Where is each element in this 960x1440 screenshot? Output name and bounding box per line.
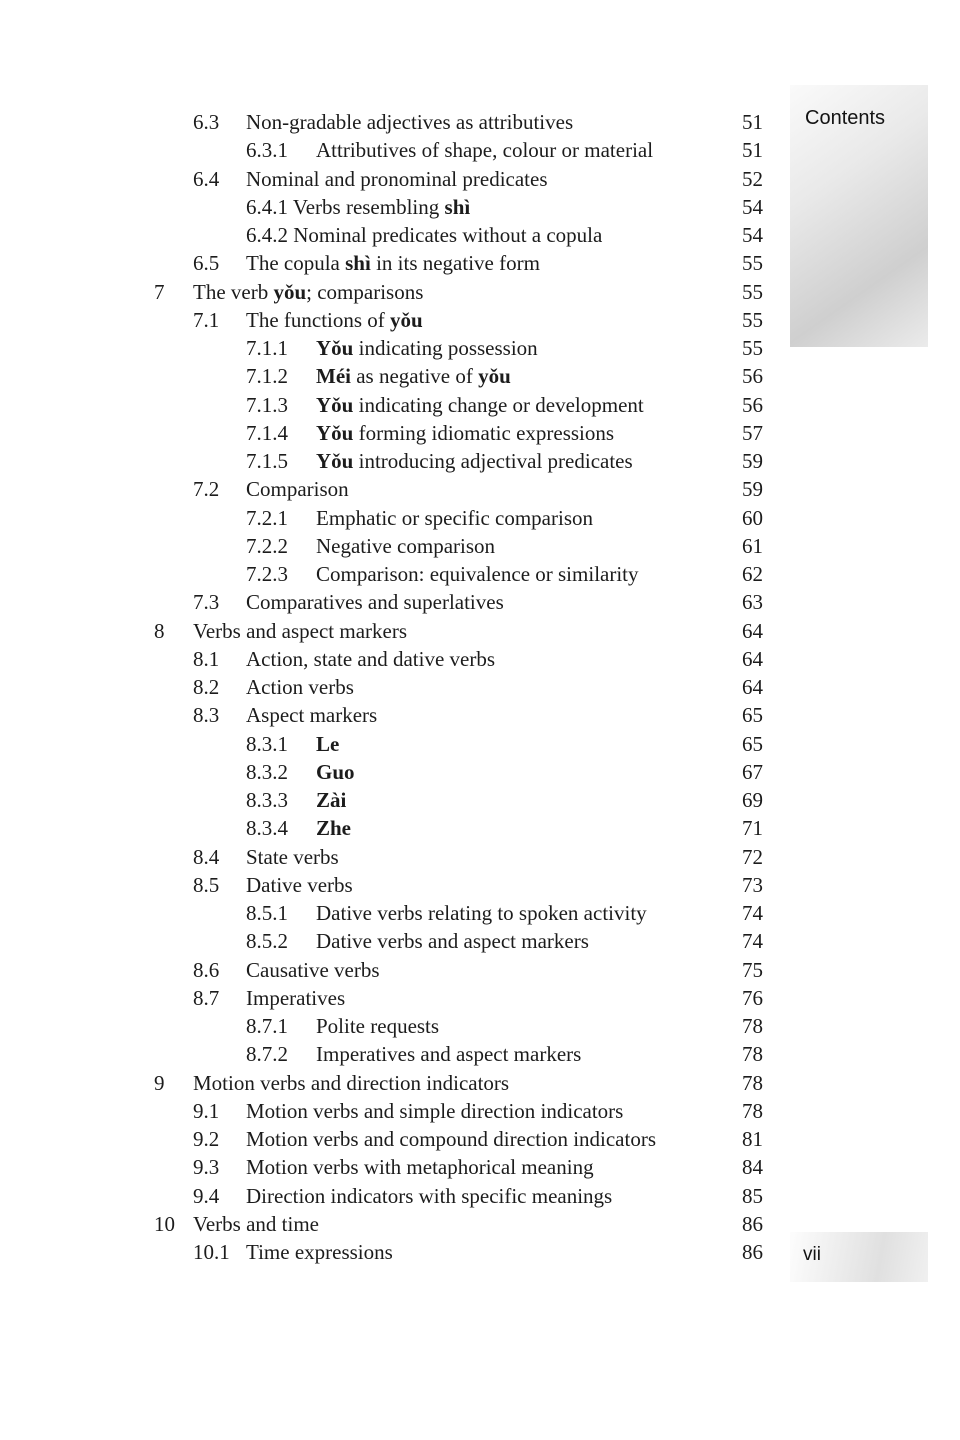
toc-entry — [0, 730, 960, 758]
toc-entry-number: 9 — [154, 1070, 165, 1095]
toc-entry-number: 7.1 — [193, 307, 220, 332]
toc-entry-title: Polite requests — [316, 1014, 440, 1038]
toc-entry-title: Non-gradable adjectives as attributives — [246, 110, 574, 134]
toc-entry — [0, 814, 960, 842]
toc-entry-number: 10 — [154, 1211, 175, 1236]
toc-entry-title: Negative comparison — [316, 533, 496, 558]
toc-entry-page: 56 — [742, 392, 763, 417]
toc-entry — [0, 786, 960, 814]
toc-entry-number: 6.5 — [193, 251, 220, 276]
toc-entry-title: Motion verbs and simple direction indicators — [246, 1098, 624, 1123]
toc-entry-number: 9.4 — [193, 1183, 220, 1208]
toc-entry-title: Verbs and aspect markers — [193, 618, 407, 643]
toc-entry-page: 86 — [742, 1211, 763, 1236]
toc-entry-number: 7.1.3 — [246, 392, 288, 417]
toc-entry-number: 7.2 — [193, 477, 220, 502]
toc-entry-page: 57 — [742, 420, 763, 445]
toc-entry-page: 64 — [742, 618, 763, 643]
toc-entry-number: 7.1.2 — [246, 364, 288, 389]
toc-entry-page: 86 — [742, 1240, 763, 1264]
toc-entry-title: Yǒu indicating possession — [316, 336, 538, 360]
toc-entry-title: Verbs and time — [193, 1211, 319, 1236]
toc-entry-number: 8 — [154, 618, 165, 643]
toc-entry-inline-wrap — [246, 221, 602, 249]
toc-entry-number: 8.3.2 — [246, 759, 288, 784]
toc-entry-page: 74 — [742, 929, 763, 954]
toc-entry-number: 7 — [154, 279, 165, 304]
toc-entry — [0, 334, 960, 362]
toc-entry — [0, 701, 960, 729]
toc-entry-number: 7.3 — [193, 590, 220, 615]
toc-entry-page: 78 — [742, 1014, 763, 1038]
toc-entry-page: 51 — [742, 110, 763, 134]
toc-entry-title: Nominal and pronominal predicates — [246, 166, 548, 191]
toc-entry-page: 64 — [742, 646, 763, 671]
toc-entry-title: The functions of yǒu — [246, 307, 423, 332]
toc-entry-page: 63 — [742, 590, 763, 615]
toc-entry-page: 78 — [742, 1070, 763, 1095]
toc-entry-page: 55 — [742, 251, 763, 276]
toc-entry-title: Dative verbs relating to spoken activity — [316, 901, 647, 925]
toc-entry — [0, 391, 960, 419]
toc-entry — [0, 193, 960, 221]
toc-entry-title: Guo — [316, 759, 355, 784]
toc-entry-number: 7.2.1 — [246, 505, 288, 530]
toc-entry — [0, 136, 960, 164]
toc-entry-number: 6.4.1 — [246, 194, 288, 219]
toc-entry-number: 8.1 — [193, 646, 220, 671]
toc-entry-page: 76 — [742, 985, 763, 1010]
toc-entry-page: 55 — [742, 279, 763, 304]
toc-entry — [0, 419, 960, 447]
toc-entry-title: Comparison: equivalence or similarity — [316, 562, 639, 586]
toc-entry — [0, 475, 960, 503]
toc-entry — [0, 560, 960, 588]
toc-entry — [0, 758, 960, 786]
toc-entry-number: 8.7.2 — [246, 1042, 288, 1067]
toc-entry-number: 8.4 — [193, 844, 220, 869]
toc-entry-number: 7.1.4 — [246, 420, 288, 445]
toc-entry-number: 8.2 — [193, 675, 220, 699]
toc-entry — [0, 1097, 960, 1125]
toc-entry-number: 7.2.3 — [246, 562, 288, 586]
toc-entry-page: 60 — [742, 505, 763, 530]
toc-entry-title: Causative verbs — [246, 957, 380, 982]
toc-entry-title: Imperatives and aspect markers — [316, 1042, 582, 1067]
toc-entry-number: 8.6 — [193, 957, 220, 982]
toc-entry-page: 55 — [742, 336, 763, 360]
toc-entry — [0, 278, 960, 306]
toc-entry-page: 67 — [742, 759, 763, 784]
toc-entry — [0, 1012, 960, 1040]
toc-entry-title: Direction indicators with specific meanings — [246, 1183, 613, 1208]
toc-entry-page: 72 — [742, 844, 763, 869]
toc-entry — [0, 1182, 960, 1210]
toc-entry-title: Verbs resembling shì — [292, 194, 471, 219]
toc-entry-page: 54 — [742, 194, 763, 219]
toc-entry-number: 8.3.4 — [246, 816, 288, 841]
toc-entry-page: 85 — [742, 1183, 763, 1208]
toc-entry-title: Dative verbs and aspect markers — [316, 929, 589, 954]
toc-entry-page: 54 — [742, 223, 763, 247]
toc-entry — [0, 984, 960, 1012]
toc-entry — [0, 1153, 960, 1181]
toc-entry-number: 9.1 — [193, 1098, 220, 1123]
toc-entry-page: 69 — [742, 788, 763, 812]
toc-entry-title: Zài — [316, 788, 347, 812]
toc-entry-title: Comparatives and superlatives — [246, 590, 504, 615]
toc-entry — [0, 447, 960, 475]
toc-entry-page: 73 — [742, 872, 763, 897]
toc-entry-title: Action verbs — [246, 675, 354, 699]
toc-entry-number: 10.1 — [193, 1240, 230, 1264]
toc-entry — [0, 362, 960, 390]
toc-entry — [0, 1125, 960, 1153]
toc-entry-page: 65 — [742, 703, 763, 728]
toc-entry — [0, 899, 960, 927]
toc-entry-number: 7.1.5 — [246, 449, 288, 473]
toc-entry — [0, 306, 960, 334]
toc-entry-page: 51 — [742, 138, 763, 163]
toc-entry-page: 59 — [742, 449, 763, 473]
toc-entry-page: 56 — [742, 364, 763, 389]
toc-entry-page: 74 — [742, 901, 763, 925]
toc-entry-title: Emphatic or specific comparison — [316, 505, 593, 530]
toc-entry-page: 81 — [742, 1127, 763, 1151]
toc-entry-title: Attributives of shape, colour or material — [316, 138, 654, 163]
toc-entry-page: 52 — [742, 166, 763, 191]
toc-entry-page: 62 — [742, 562, 763, 586]
toc-entry-title: State verbs — [246, 844, 339, 869]
toc-entry — [0, 1238, 960, 1266]
toc-entry-number: 7.2.2 — [246, 533, 288, 558]
toc-entry-page: 61 — [742, 533, 763, 558]
toc-entry — [0, 1069, 960, 1097]
toc-entry-title: Motion verbs and direction indicators — [193, 1070, 510, 1095]
toc-entry-page: 55 — [742, 307, 763, 332]
toc-entry-number: 9.3 — [193, 1155, 220, 1180]
toc-entry-title: Méi as negative of yǒu — [316, 364, 511, 389]
toc-entry-title: Motion verbs with metaphorical meaning — [246, 1155, 594, 1180]
toc-entry-title: Comparison — [246, 477, 349, 502]
toc-entry-title: Le — [316, 731, 340, 756]
toc-entry — [0, 165, 960, 193]
toc-entry — [0, 843, 960, 871]
toc-entry — [0, 504, 960, 532]
toc-entry-title: Dative verbs — [246, 872, 353, 897]
toc-entry-title: Action, state and dative verbs — [246, 646, 496, 671]
toc-entry-number: 9.2 — [193, 1127, 220, 1151]
toc-entry — [0, 249, 960, 277]
toc-entry-page: 59 — [742, 477, 763, 502]
toc-entry-number: 7.1.1 — [246, 336, 288, 360]
toc-entry — [0, 221, 960, 249]
toc-entry — [0, 956, 960, 984]
toc-entry-number: 8.7 — [193, 985, 220, 1010]
toc-entry — [0, 1040, 960, 1068]
toc-entry-number: 8.5 — [193, 872, 220, 897]
toc-entry-title: Time expressions — [246, 1240, 393, 1264]
toc-entry-title: Zhe — [316, 816, 352, 841]
toc-entry — [0, 532, 960, 560]
toc-entry-title: Yǒu indicating change or development — [316, 392, 644, 417]
toc-entry — [0, 645, 960, 673]
toc-entry-title: Motion verbs and compound direction indicators — [246, 1127, 657, 1151]
toc-entry-number: 8.3.1 — [246, 731, 288, 756]
toc-entry — [0, 673, 960, 701]
toc-entry — [0, 927, 960, 955]
toc-entry-page: 71 — [742, 816, 763, 841]
toc-entry — [0, 108, 960, 136]
toc-entry-page: 65 — [742, 731, 763, 756]
toc-entry — [0, 871, 960, 899]
toc-list — [0, 108, 960, 1266]
toc-entry — [0, 588, 960, 616]
toc-entry-page: 78 — [742, 1098, 763, 1123]
toc-entry-number: 6.3 — [193, 110, 220, 134]
toc-entry-title: Yǒu introducing adjectival predicates — [316, 449, 633, 473]
toc-entry-number: 8.7.1 — [246, 1014, 288, 1038]
toc-entry — [0, 1210, 960, 1238]
toc-entry-number: 8.5.1 — [246, 901, 288, 925]
contents-header-label: Contents — [805, 107, 886, 129]
toc-entry-page: 75 — [742, 957, 763, 982]
page-number-label: vii — [803, 1244, 821, 1265]
toc-entry-title: Aspect markers — [246, 703, 378, 728]
toc-entry — [0, 617, 960, 645]
toc-entry-number: 6.4 — [193, 166, 220, 191]
toc-entry-title: Nominal predicates without a copula — [293, 223, 603, 247]
toc-entry-number: 6.4.2 — [246, 223, 288, 247]
toc-entry-title: The copula shì in its negative form — [246, 251, 540, 276]
toc-entry-page: 78 — [742, 1042, 763, 1067]
toc-entry-page: 64 — [742, 675, 763, 699]
toc-entry-title: Imperatives — [246, 985, 346, 1010]
toc-entry-number: 6.3.1 — [246, 138, 288, 163]
toc-entry-number: 8.3 — [193, 703, 220, 728]
toc-entry-title: The verb yǒu; comparisons — [193, 279, 424, 304]
toc-entry-number: 8.3.3 — [246, 788, 288, 812]
toc-entry-title: Yǒu forming idiomatic expressions — [316, 420, 615, 445]
toc-entry-inline-wrap — [246, 193, 470, 221]
toc-entry-page: 84 — [742, 1155, 763, 1180]
toc-entry-number: 8.5.2 — [246, 929, 288, 954]
